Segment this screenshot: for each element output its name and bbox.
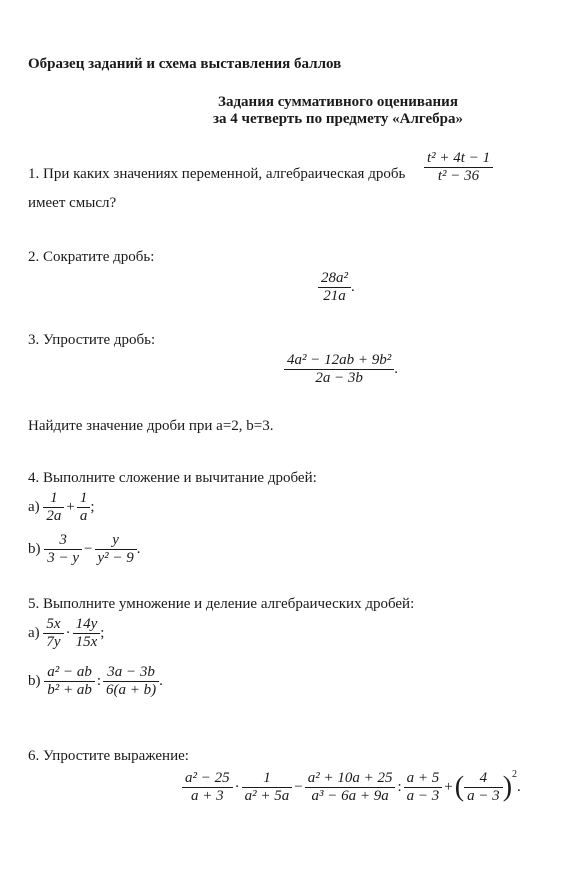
q6-expression: $\frac{\text{a² − 25}}{a + 3}$ · $\frac{1}{\text{a² + 5a}}$ − $\frac{\text{a² + 10a + 25}}{\text{a³ − 6a + 9a}}$ : $\frac{a + 5}{a - 3}$ +( $\frac{4}{a - 3}$ )$^2$.: [182, 770, 521, 805]
q3-find-value: Найдите значение дроби при a=2, b=3.: [28, 418, 274, 434]
q4-b-frac1-den: 3 − y: [47, 550, 80, 566]
q3-fraction: $\frac{\text{4a² − 12ab + 9b²}}{2a - 3b}$ .: [284, 352, 398, 387]
q4-text: 4. Выполните сложение и вычитание дробей:: [28, 470, 317, 486]
q4-a-frac1-den: 2a: [46, 508, 62, 524]
q2-fraction: $\frac{\text{28a²}}{21a}$ .: [318, 270, 355, 305]
q5-a-label: а): [28, 624, 40, 641]
q5-b-frac1-num: a² − ab: [47, 664, 92, 680]
q6-power: 2: [512, 768, 518, 780]
q6-frac5-den: a − 3: [467, 788, 500, 804]
q5-b-frac2-den: 6(a + b): [106, 682, 157, 698]
q2-text: 2. Сократите дробь:: [28, 249, 155, 265]
q6-frac4-den: a − 3: [406, 788, 440, 804]
q2-denominator: 21a: [323, 288, 346, 304]
q5-b-frac2-num: 3a − 3b: [107, 664, 155, 680]
q1-text-cont: имеет смысл?: [28, 195, 117, 211]
q5-a-frac2-den: 15x: [75, 634, 98, 650]
q4-part-b: b) $\frac{3}{3 - y}$ − $\frac{y}{\text{y² − 9}}$ .: [28, 532, 141, 566]
q4-b-label: b): [28, 540, 41, 557]
q4-b-frac1-num: 3: [59, 532, 67, 548]
q5-a-frac1-den: 7y: [46, 634, 61, 650]
q6-frac2-num: 1: [263, 770, 271, 786]
assessment-title: Задания суммативного оценивания: [218, 94, 458, 110]
q1-denominator: t² − 36: [437, 168, 480, 184]
q5-b-frac1-den: b² + ab: [47, 682, 92, 698]
page-heading: Образец заданий и схема выставления баллов: [28, 56, 342, 72]
q3-numerator: 4a² − 12ab + 9b²: [287, 352, 392, 368]
q5-b-label: b): [28, 672, 41, 689]
q4-part-a: а) $\frac{1}{2a}$ + $\frac{1}{a}$ ;: [28, 490, 95, 524]
q5-part-b: b) $\frac{\text{a² − ab}}{\text{b² + ab}}$ : $\frac{3a - 3b}{6(a + b)}$ .: [28, 664, 163, 698]
q1-text: 1. При каких значениях переменной, алгебраическая дробь: [28, 166, 406, 182]
q4-a-frac2-den: a: [79, 508, 88, 524]
q4-a-frac2-num: 1: [79, 490, 88, 506]
q6-frac3-num: a² + 10a + 25: [307, 770, 393, 786]
q4-a-frac1-num: 1: [50, 490, 58, 506]
q6-frac2-den: a² + 5a: [244, 788, 290, 804]
q6-frac3-den: a³ − 6a + 9a: [311, 788, 389, 804]
q1-numerator: t² + 4t − 1: [427, 150, 491, 166]
q5-part-a: а) $\frac{5x}{7y}$ · $\frac{14y}{15x}$ ;: [28, 616, 105, 650]
q6-frac1-num: a² − 25: [185, 770, 230, 786]
q6-frac1-den: a + 3: [191, 788, 224, 804]
q4-a-label: а): [28, 498, 40, 515]
q5-a-frac1-num: 5x: [46, 616, 61, 632]
q6-frac4-num: a + 5: [406, 770, 440, 786]
q6-frac5-num: 4: [479, 770, 488, 786]
q3-text: 3. Упростите дробь:: [28, 332, 156, 348]
q5-text: 5. Выполните умножение и деление алгебраических дробей:: [28, 596, 415, 612]
q4-b-frac2-den: y² − 9: [97, 550, 134, 566]
q3-denominator: 2a − 3b: [315, 370, 363, 386]
assessment-subtitle: за 4 четверть по предмету «Алгебра»: [212, 111, 464, 127]
q2-numerator: 28a²: [321, 270, 348, 286]
q4-b-frac2-num: y: [112, 532, 119, 548]
q1-fraction: [424, 150, 493, 185]
q5-a-frac2-num: 14y: [75, 616, 98, 632]
q6-text: 6. Упростите выражение:: [28, 748, 189, 764]
